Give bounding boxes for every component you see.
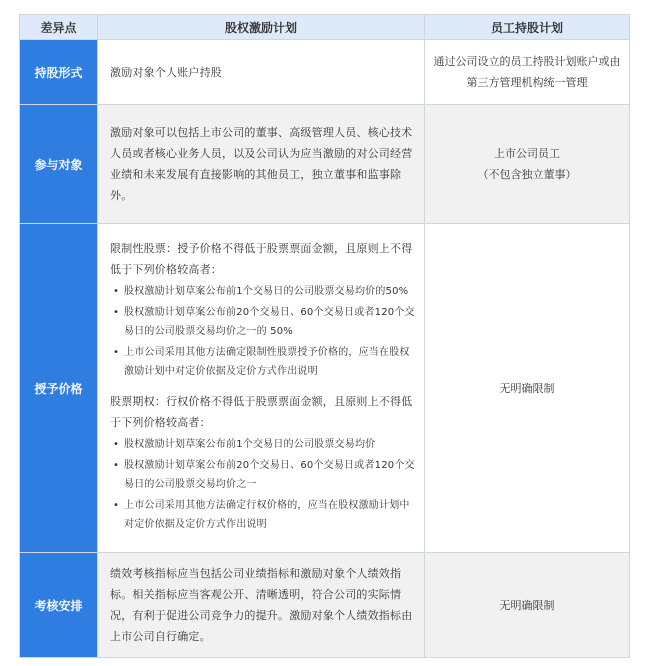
restricted-stock-list [110, 282, 416, 381]
header-difference: 差异点 [20, 15, 98, 40]
cell-equity-assessment: 绩效考核指标应当包括公司业绩指标和激励对象个人绩效指标。相关指标应当客观公开、清晰透明，符合公司的实际情况，有利于促进公司竞争力的提升。激励对象个人绩效指标由上市公司自行确定。 [98, 553, 425, 658]
comparison-table [19, 14, 630, 658]
list-item: • 股权激励计划草案公布前20个交易日、60个交易日或者120个交易日的公司股票交易均价之一 [110, 456, 416, 494]
cell-employee-assessment: 无明确限制 [425, 553, 630, 658]
bullet-icon: • [113, 460, 120, 471]
row-label-grant-price: 授予价格 [20, 224, 98, 553]
bullet-icon: • [113, 307, 120, 318]
list-item: • 上市公司采用其他方法确定限制性股票授予价格的，应当在股权激励计划中对定价依据及定价方式作出说明 [110, 343, 416, 381]
row-label-holding-form: 持股形式 [20, 40, 98, 105]
participants-line-2: （不包含独立董事） [477, 168, 577, 181]
table-row [20, 553, 630, 658]
cell-equity-grant-price [98, 224, 425, 553]
stock-option-list [110, 435, 416, 534]
bullet-icon: • [113, 286, 120, 297]
list-item: • 股权激励计划草案公布前20个交易日、60个交易日或者120个交易日的公司股票交易均价之一的 50% [110, 303, 416, 341]
stock-option-intro: 股票期权：行权价格不得低于股票票面金额，且原则上不得低于下列价格较高者： [110, 395, 413, 429]
list-item: • 股权激励计划草案公布前1个交易日的公司股票交易均价的50% [110, 282, 416, 301]
participants-line-1: 上市公司员工 [494, 147, 560, 160]
table-row [20, 40, 630, 105]
list-item: • 股权激励计划草案公布前1个交易日的公司股票交易均价 [110, 435, 416, 454]
bullet-icon: • [113, 347, 120, 358]
row-label-assessment: 考核安排 [20, 553, 98, 658]
restricted-stock-intro: 限制性股票：授予价格不得低于股票票面金额，且原则上不得低于下列价格较高者： [110, 242, 413, 276]
bullet-icon: • [113, 439, 120, 450]
cell-equity-holding-form: 激励对象个人账户持股 [98, 40, 425, 105]
cell-employee-holding-form: 通过公司设立的员工持股计划账户或由第三方管理机构统一管理 [425, 40, 630, 105]
table-header-row [20, 15, 630, 40]
cell-employee-grant-price: 无明确限制 [425, 224, 630, 553]
table-row [20, 105, 630, 224]
cell-equity-participants: 激励对象可以包括上市公司的董事、高级管理人员、核心技术人员或者核心业务人员，以及公司认为应当激励的对公司经营业绩和未来发展有直接影响的其他员工，独立董事和监事除外。 [98, 105, 425, 224]
table-row [20, 224, 630, 553]
header-equity-incentive: 股权激励计划 [98, 15, 425, 40]
list-item: • 上市公司采用其他方法确定行权价格的，应当在股权激励计划中对定价依据及定价方式作出说明 [110, 496, 416, 534]
cell-employee-participants [425, 105, 630, 224]
row-label-participants: 参与对象 [20, 105, 98, 224]
header-employee-stock: 员工持股计划 [425, 15, 630, 40]
bullet-icon: • [113, 500, 120, 511]
